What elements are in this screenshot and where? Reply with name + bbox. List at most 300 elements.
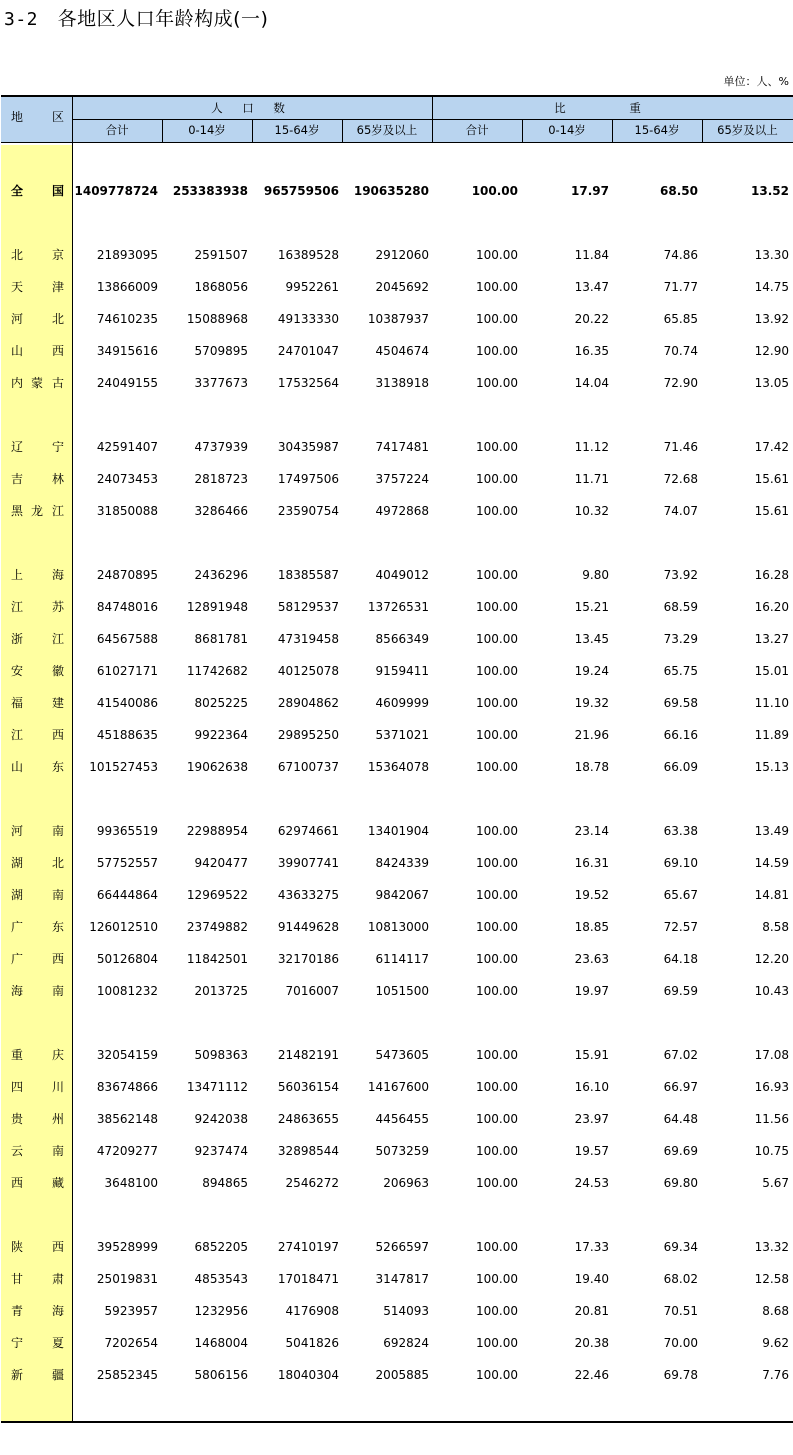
- table-cell: 100.00: [476, 920, 518, 934]
- region-name-char: 湖: [11, 856, 24, 870]
- region-name-char: 山: [11, 760, 24, 774]
- table-cell: 5073259: [375, 1144, 429, 1158]
- table-cell: 23590754: [277, 504, 339, 518]
- table-cell: 83674866: [96, 1080, 158, 1094]
- region-name-char: 甘: [11, 1272, 24, 1286]
- table-cell: 24.53: [574, 1176, 609, 1190]
- header-column-6: 0-14岁: [548, 123, 586, 137]
- region-name-char: 贵: [11, 1112, 24, 1126]
- header-column-4: 65岁及以上: [356, 123, 418, 137]
- table-cell: 100.00: [471, 184, 518, 198]
- table-row: [0, 277, 793, 297]
- table-cell: 66444864: [96, 888, 158, 902]
- table-cell: 3147817: [375, 1272, 429, 1286]
- table-row: [0, 917, 793, 937]
- table-cell: 100.00: [476, 248, 518, 262]
- region-name-char: 徽: [52, 664, 65, 678]
- table-cell: 10.43: [754, 984, 789, 998]
- table-cell: 67.02: [663, 1048, 698, 1062]
- table-cell: 69.69: [663, 1144, 698, 1158]
- table-cell: 7417481: [375, 440, 429, 454]
- table-cell: 41540086: [96, 696, 158, 710]
- table-cell: 8025225: [194, 696, 248, 710]
- table-cell: 11.84: [574, 248, 609, 262]
- region-name-char: 夏: [52, 1336, 65, 1350]
- header-group-ratio: 比 重: [554, 101, 671, 115]
- table-cell: 2818723: [194, 472, 248, 486]
- table-row: [0, 981, 793, 1001]
- region-name-char: 上: [11, 568, 24, 582]
- table-cell: 253383938: [172, 184, 248, 198]
- table-cell: 68.50: [660, 184, 698, 198]
- region-name-char: 北: [52, 856, 65, 870]
- table-cell: 17532564: [277, 376, 339, 390]
- table-cell: 100.00: [476, 1176, 518, 1190]
- header-column-2: 0-14岁: [188, 123, 226, 137]
- region-name-char: 重: [11, 1048, 24, 1062]
- table-cell: 49133330: [277, 312, 339, 326]
- header-divider: [342, 119, 343, 142]
- table-cell: 8681781: [194, 632, 248, 646]
- table-row: [0, 597, 793, 617]
- table-cell: 11.89: [754, 728, 789, 742]
- region-name-char: 疆: [52, 1368, 65, 1382]
- region-name-char: 吉: [11, 472, 24, 486]
- table-cell: 61027171: [96, 664, 158, 678]
- table-cell: 13.32: [754, 1240, 789, 1254]
- table-cell: 100.00: [476, 1368, 518, 1382]
- table-cell: 100.00: [476, 1336, 518, 1350]
- table-cell: 1051500: [375, 984, 429, 998]
- header-bottom-rule: [1, 142, 793, 143]
- table-cell: 21893095: [96, 248, 158, 262]
- header-column-3: 15-64岁: [274, 123, 320, 137]
- table-cell: 16.28: [754, 568, 789, 582]
- region-name-char: 西: [52, 344, 65, 358]
- table-cell: 47319458: [277, 632, 339, 646]
- table-cell: 100.00: [476, 600, 518, 614]
- table-cell: 15.91: [574, 1048, 609, 1062]
- region-name-char: 辽: [11, 440, 24, 454]
- table-cell: 16.20: [754, 600, 789, 614]
- table-cell: 101527453: [89, 760, 158, 774]
- table-title: 各地区人口年龄构成(一): [57, 8, 269, 30]
- table-cell: 47209277: [96, 1144, 158, 1158]
- region-name-char: 江: [52, 632, 65, 646]
- region-name-char: 陕: [11, 1240, 24, 1254]
- table-cell: 100.00: [476, 568, 518, 582]
- table-cell: 18.85: [574, 920, 609, 934]
- table-cell: 1868056: [194, 280, 248, 294]
- table-cell: 2912060: [375, 248, 429, 262]
- region-name-char: 河: [11, 312, 24, 326]
- table-cell: 24049155: [96, 376, 158, 390]
- table-row: [0, 885, 793, 905]
- table-cell: 43633275: [277, 888, 339, 902]
- region-name-char: 西: [11, 1176, 24, 1190]
- region-divider: [72, 142, 73, 1421]
- table-cell: 69.34: [663, 1240, 698, 1254]
- region-name-char: 福: [11, 696, 24, 710]
- header-region-char: 区: [52, 110, 65, 124]
- table-cell: 66.97: [663, 1080, 698, 1094]
- table-cell: 69.78: [663, 1368, 698, 1382]
- table-cell: 9922364: [194, 728, 248, 742]
- table-cell: 2436296: [194, 568, 248, 582]
- table-cell: 13.49: [754, 824, 789, 838]
- table-cell: 5371021: [375, 728, 429, 742]
- table-row: [0, 1237, 793, 1257]
- table-cell: 9842067: [375, 888, 429, 902]
- table-cell: 100.00: [476, 344, 518, 358]
- region-name-char: 古: [52, 376, 65, 390]
- region-name-char: 新: [11, 1368, 24, 1382]
- region-name-char: 海: [52, 568, 65, 582]
- table-cell: 18385587: [277, 568, 339, 582]
- table-cell: 17018471: [277, 1272, 339, 1286]
- table-cell: 15088968: [186, 312, 248, 326]
- table-cell: 12.90: [754, 344, 789, 358]
- top-rule: [1, 95, 793, 97]
- table-cell: 50126804: [96, 952, 158, 966]
- table-cell: 70.51: [663, 1304, 698, 1318]
- region-name-char: 藏: [52, 1176, 65, 1190]
- region-name-char: 云: [11, 1144, 24, 1158]
- table-cell: 3377673: [194, 376, 248, 390]
- region-name-char: 北: [52, 312, 65, 326]
- table-row: [0, 853, 793, 873]
- table-cell: 69.10: [663, 856, 698, 870]
- table-cell: 100.00: [476, 376, 518, 390]
- table-row: [0, 309, 793, 329]
- region-name-char: 青: [11, 1304, 24, 1318]
- table-cell: 9237474: [194, 1144, 248, 1158]
- table-row: [0, 469, 793, 489]
- table-cell: 19.32: [574, 696, 609, 710]
- table-cell: 5041826: [285, 1336, 339, 1350]
- region-column-background: [1, 145, 72, 1422]
- region-name-char: 海: [11, 984, 24, 998]
- table-cell: 206963: [383, 1176, 429, 1190]
- table-cell: 23749882: [186, 920, 248, 934]
- header-divider: [432, 97, 433, 142]
- region-name-char: 江: [11, 600, 24, 614]
- region-name-char: 林: [52, 472, 65, 486]
- region-name-char: 蒙: [31, 376, 44, 390]
- table-cell: 4853543: [194, 1272, 248, 1286]
- table-cell: 10813000: [367, 920, 429, 934]
- region-name-char: 天: [11, 280, 24, 294]
- table-cell: 40125078: [277, 664, 339, 678]
- region-name-char: 西: [52, 1240, 65, 1254]
- table-cell: 57752557: [96, 856, 158, 870]
- table-cell: 100.00: [476, 1048, 518, 1062]
- region-name-char: 国: [52, 184, 65, 198]
- table-cell: 66.09: [663, 760, 698, 774]
- header-divider: [252, 119, 253, 142]
- table-cell: 9420477: [194, 856, 248, 870]
- table-cell: 65.85: [663, 312, 698, 326]
- table-row: [0, 693, 793, 713]
- table-cell: 34915616: [96, 344, 158, 358]
- region-name-char: 东: [52, 760, 65, 774]
- table-cell: 11742682: [186, 664, 248, 678]
- table-cell: 1468004: [194, 1336, 248, 1350]
- region-name-char: 江: [11, 728, 24, 742]
- table-cell: 17.08: [754, 1048, 789, 1062]
- header-region-char: 地: [11, 110, 24, 124]
- table-cell: 14.04: [574, 376, 609, 390]
- table-cell: 13.45: [574, 632, 609, 646]
- table-cell: 64.48: [663, 1112, 698, 1126]
- table-cell: 4737939: [194, 440, 248, 454]
- region-name-char: 南: [52, 1144, 65, 1158]
- table-cell: 9.80: [582, 568, 609, 582]
- table-cell: 13.30: [754, 248, 789, 262]
- total-row: [0, 181, 793, 201]
- table-row: [0, 725, 793, 745]
- table-cell: 1409778724: [74, 184, 158, 198]
- table-cell: 100.00: [476, 440, 518, 454]
- table-cell: 13.05: [754, 376, 789, 390]
- region-name-char: 南: [52, 824, 65, 838]
- table-cell: 72.57: [663, 920, 698, 934]
- table-cell: 15364078: [367, 760, 429, 774]
- table-cell: 17.33: [574, 1240, 609, 1254]
- table-cell: 11.71: [574, 472, 609, 486]
- table-row: [0, 1141, 793, 1161]
- table-cell: 19.57: [574, 1144, 609, 1158]
- table-cell: 39528999: [96, 1240, 158, 1254]
- table-cell: 5098363: [194, 1048, 248, 1062]
- table-cell: 692824: [383, 1336, 429, 1350]
- table-cell: 16.31: [574, 856, 609, 870]
- region-name-char: 肃: [52, 1272, 65, 1286]
- table-cell: 100.00: [476, 824, 518, 838]
- header-column-5: 合计: [465, 123, 489, 137]
- table-cell: 11.10: [754, 696, 789, 710]
- table-cell: 4972868: [375, 504, 429, 518]
- table-cell: 6114117: [375, 952, 429, 966]
- table-code: 3-2: [4, 9, 39, 30]
- region-name-char: 北: [11, 248, 24, 262]
- table-cell: 100.00: [476, 664, 518, 678]
- table-cell: 2045692: [375, 280, 429, 294]
- table-cell: 7016007: [285, 984, 339, 998]
- table-cell: 7202654: [104, 1336, 158, 1350]
- table-cell: 8566349: [375, 632, 429, 646]
- table-row: [0, 1109, 793, 1129]
- table-cell: 73.92: [663, 568, 698, 582]
- table-cell: 12891948: [186, 600, 248, 614]
- table-cell: 58129537: [277, 600, 339, 614]
- table-cell: 13866009: [96, 280, 158, 294]
- table-cell: 514093: [383, 1304, 429, 1318]
- table-cell: 64567588: [96, 632, 158, 646]
- table-cell: 45188635: [96, 728, 158, 742]
- table-cell: 9952261: [285, 280, 339, 294]
- region-name-char: 黑: [11, 504, 24, 518]
- table-cell: 73.29: [663, 632, 698, 646]
- table-cell: 21.96: [574, 728, 609, 742]
- table-cell: 100.00: [476, 1080, 518, 1094]
- table-cell: 100.00: [476, 1240, 518, 1254]
- region-name-char: 江: [52, 504, 65, 518]
- table-row: [0, 565, 793, 585]
- table-cell: 71.46: [663, 440, 698, 454]
- table-cell: 22.46: [574, 1368, 609, 1382]
- table-cell: 69.80: [663, 1176, 698, 1190]
- region-name-char: 浙: [11, 632, 24, 646]
- table-cell: 100.00: [476, 696, 518, 710]
- table-cell: 32054159: [96, 1048, 158, 1062]
- table-cell: 2013725: [194, 984, 248, 998]
- table-cell: 32898544: [277, 1144, 339, 1158]
- table-cell: 20.22: [574, 312, 609, 326]
- table-cell: 13471112: [186, 1080, 248, 1094]
- table-row: [0, 661, 793, 681]
- region-name-char: 东: [52, 920, 65, 934]
- table-cell: 10.32: [574, 504, 609, 518]
- table-cell: 8.68: [762, 1304, 789, 1318]
- table-cell: 9159411: [375, 664, 429, 678]
- table-cell: 19.40: [574, 1272, 609, 1286]
- table-cell: 16389528: [277, 248, 339, 262]
- table-cell: 4456455: [375, 1112, 429, 1126]
- table-cell: 39907741: [277, 856, 339, 870]
- table-cell: 23.63: [574, 952, 609, 966]
- header-divider: [162, 119, 163, 142]
- table-cell: 24701047: [277, 344, 339, 358]
- table-cell: 15.01: [754, 664, 789, 678]
- table-row: [0, 757, 793, 777]
- table-cell: 63.38: [663, 824, 698, 838]
- region-name-char: 湖: [11, 888, 24, 902]
- table-cell: 9.62: [762, 1336, 789, 1350]
- table-cell: 23.14: [574, 824, 609, 838]
- table-cell: 6852205: [194, 1240, 248, 1254]
- table-cell: 11842501: [186, 952, 248, 966]
- table-cell: 4504674: [375, 344, 429, 358]
- region-name-char: 河: [11, 824, 24, 838]
- table-cell: 100.00: [476, 1272, 518, 1286]
- table-cell: 62974661: [277, 824, 339, 838]
- header-column-7: 15-64岁: [634, 123, 680, 137]
- table-cell: 100.00: [476, 1112, 518, 1126]
- table-cell: 2005885: [375, 1368, 429, 1382]
- header-column-1: 合计: [105, 123, 129, 137]
- table-cell: 25852345: [96, 1368, 158, 1382]
- table-cell: 91449628: [277, 920, 339, 934]
- table-cell: 3286466: [194, 504, 248, 518]
- table-row: [0, 1365, 793, 1385]
- table-row: [0, 1333, 793, 1353]
- table-cell: 8424339: [375, 856, 429, 870]
- table-cell: 9242038: [194, 1112, 248, 1126]
- table-cell: 31850088: [96, 504, 158, 518]
- table-row: [0, 245, 793, 265]
- table-cell: 100.00: [476, 728, 518, 742]
- table-cell: 2546272: [285, 1176, 339, 1190]
- table-cell: 74.07: [663, 504, 698, 518]
- page-title: [4, 4, 268, 31]
- table-cell: 10387937: [367, 312, 429, 326]
- table-cell: 32170186: [277, 952, 339, 966]
- table-cell: 4049012: [375, 568, 429, 582]
- table-cell: 70.00: [663, 1336, 698, 1350]
- table-cell: 65.75: [663, 664, 698, 678]
- table-cell: 23.97: [574, 1112, 609, 1126]
- table-cell: 99365519: [96, 824, 158, 838]
- table-cell: 17.97: [571, 184, 609, 198]
- table-cell: 100.00: [476, 632, 518, 646]
- table-cell: 5709895: [194, 344, 248, 358]
- table-cell: 11.56: [754, 1112, 789, 1126]
- table-cell: 18.78: [574, 760, 609, 774]
- table-cell: 10.75: [754, 1144, 789, 1158]
- table-cell: 3648100: [104, 1176, 158, 1190]
- table-cell: 100.00: [476, 1304, 518, 1318]
- region-name-char: 苏: [52, 600, 65, 614]
- table-cell: 13.92: [754, 312, 789, 326]
- table-cell: 100.00: [476, 760, 518, 774]
- table-row: [0, 1173, 793, 1193]
- region-name-char: 建: [52, 696, 65, 710]
- table-cell: 17497506: [277, 472, 339, 486]
- table-cell: 12969522: [186, 888, 248, 902]
- header-group-population: 人 口 数: [211, 101, 293, 115]
- region-name-char: 西: [52, 728, 65, 742]
- table-cell: 5473605: [375, 1048, 429, 1062]
- table-cell: 15.21: [574, 600, 609, 614]
- table-row: [0, 501, 793, 521]
- table-cell: 84748016: [96, 600, 158, 614]
- table-cell: 69.58: [663, 696, 698, 710]
- table-row: [0, 437, 793, 457]
- region-name-char: 宁: [52, 440, 65, 454]
- table-row: [0, 1301, 793, 1321]
- region-name-char: 京: [52, 248, 65, 262]
- table-cell: 12.20: [754, 952, 789, 966]
- table-row: [0, 821, 793, 841]
- table-cell: 5266597: [375, 1240, 429, 1254]
- header-divider: [72, 97, 73, 142]
- table-cell: 14.81: [754, 888, 789, 902]
- table-cell: 72.90: [663, 376, 698, 390]
- header-divider: [702, 119, 703, 142]
- region-name-char: 山: [11, 344, 24, 358]
- table-row: [0, 373, 793, 393]
- table-cell: 13.47: [574, 280, 609, 294]
- region-name-char: 全: [11, 184, 24, 198]
- region-name-char: 龙: [31, 504, 44, 518]
- region-name-char: 南: [52, 888, 65, 902]
- table-row: [0, 949, 793, 969]
- table-cell: 24863655: [277, 1112, 339, 1126]
- table-cell: 100.00: [476, 472, 518, 486]
- table-cell: 18040304: [277, 1368, 339, 1382]
- unit-label: 单位：人、%: [723, 75, 789, 88]
- table-cell: 19.24: [574, 664, 609, 678]
- table-cell: 67100737: [277, 760, 339, 774]
- table-cell: 100.00: [476, 888, 518, 902]
- table-cell: 64.18: [663, 952, 698, 966]
- table-cell: 4176908: [285, 1304, 339, 1318]
- table-cell: 20.81: [574, 1304, 609, 1318]
- header-column-8: 65岁及以上: [717, 123, 778, 137]
- table-cell: 16.93: [754, 1080, 789, 1094]
- table-cell: 74610235: [96, 312, 158, 326]
